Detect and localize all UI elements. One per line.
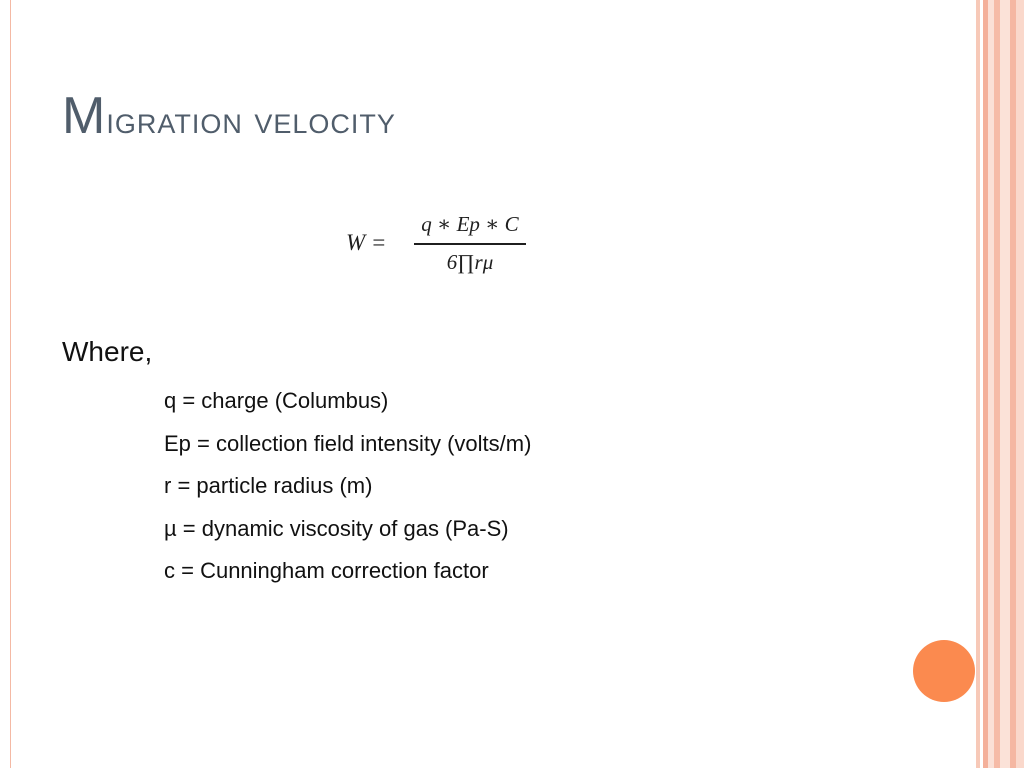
where-label: Where, <box>62 336 153 367</box>
title-initial: M <box>62 87 107 145</box>
fraction-bar <box>414 243 526 245</box>
formula-lhs: W = <box>346 230 387 255</box>
definition-item: r = particle radius (m) <box>164 473 373 498</box>
definition-item: µ = dynamic viscosity of gas (Pa-S) <box>164 515 509 541</box>
right-stripe <box>1000 0 1010 768</box>
right-stripe <box>1016 0 1024 768</box>
definition-item: c = Cunningham correction factor <box>164 558 489 583</box>
definition-item: q = charge (Columbus) <box>164 388 389 413</box>
accent-dot <box>913 640 975 702</box>
formula-numerator: q ∗ Ep ∗ C <box>421 212 519 236</box>
right-stripe <box>976 0 980 768</box>
title-rest: igration velocity <box>106 100 396 142</box>
formula <box>346 206 536 282</box>
definition-item: Ep = collection field intensity (volts/m) <box>164 430 532 456</box>
slide-title <box>62 86 396 146</box>
left-border-line <box>10 0 11 768</box>
definition-list <box>164 385 531 598</box>
formula-denominator: 6∏rμ <box>446 250 494 274</box>
